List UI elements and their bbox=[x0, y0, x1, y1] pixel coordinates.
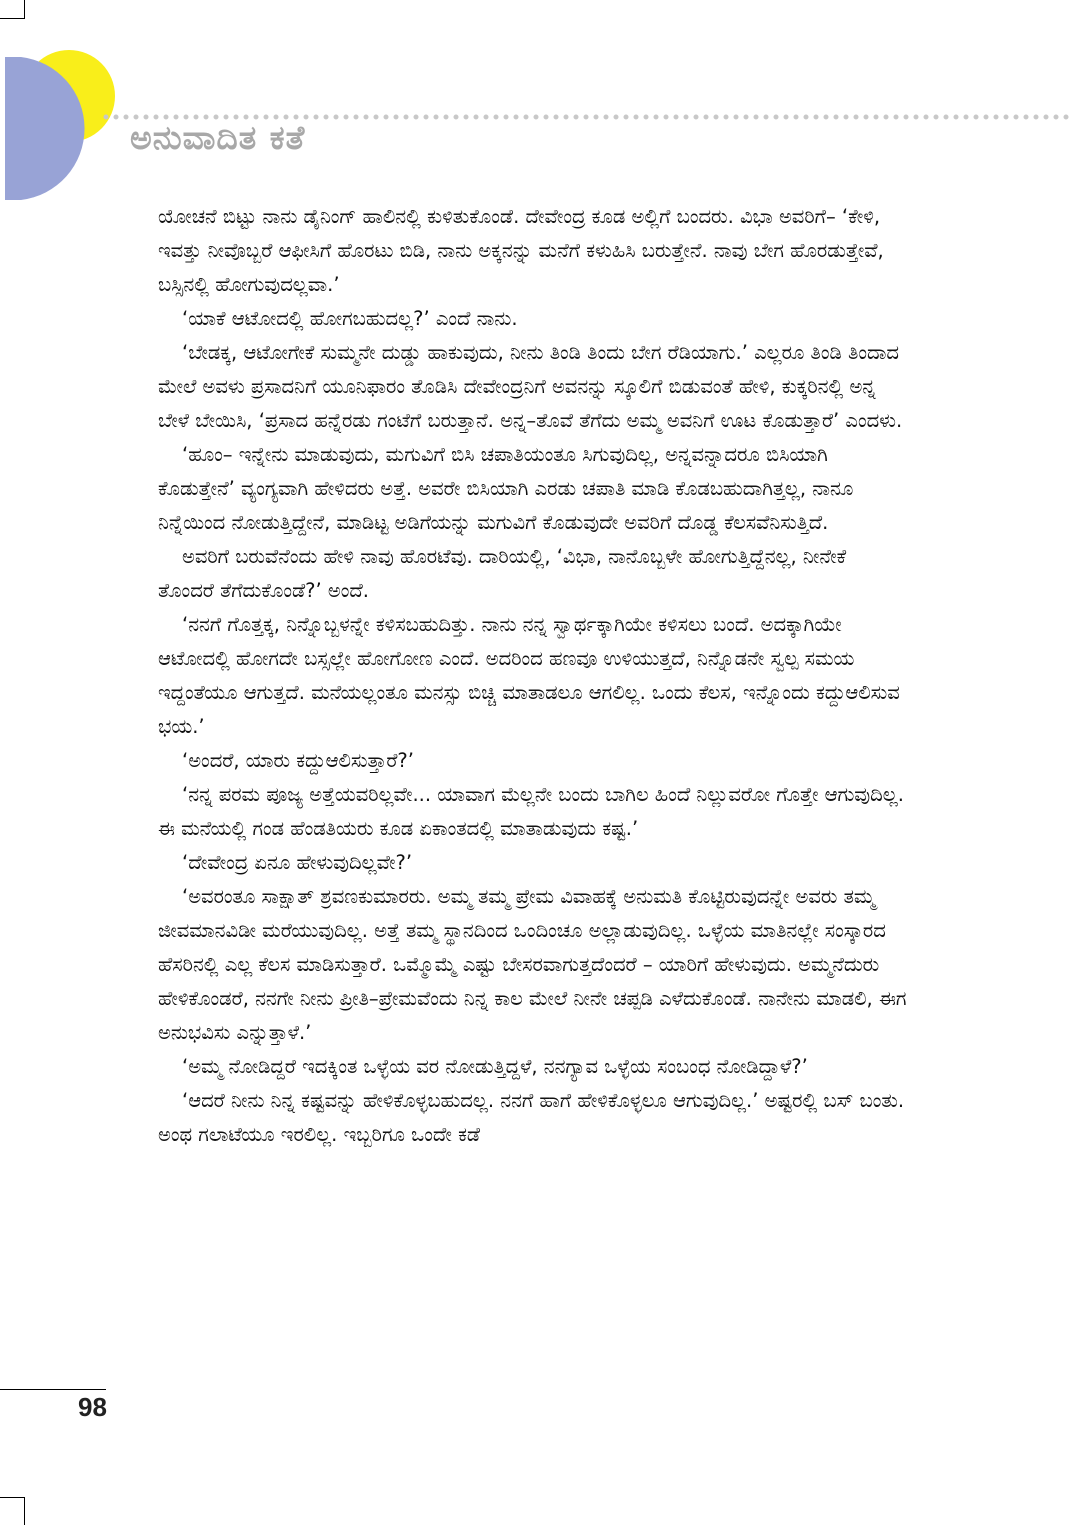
paragraph: ಅವರಿಗೆ ಬರುವೆನೆಂದು ಹೇಳಿ ನಾವು ಹೊರಟೆವು. ದಾರಿಯಲ್ಲಿ, ‘ವಿಭಾ, ನಾನೊಬ್ಬಳೇ ಹೋಗುತ್ತಿದ್ದೆನಲ್ಲ, ನೀನೇಕೆ ತೊಂದರೆ ತೆಗೆದುಕೊಂಡೆ?’ ಅಂದೆ. bbox=[158, 545, 847, 602]
section-title: ಅನುವಾದಿತ ಕತೆ bbox=[130, 118, 306, 157]
paragraph: ‘ಹೂಂ– ಇನ್ನೇನು ಮಾಡುವುದು, ಮಗುವಿಗೆ ಬಿಸಿ ಚಪಾತಿಯಂತೂ ಸಿಗುವುದಿಲ್ಲ, ಅನ್ನವನ್ನಾದರೂ ಬಿಸಿಯಾಗಿ ಕೊಡುತ್ತೇನೆ’ ವ್ಯಂಗ್ಯವಾಗಿ ಹೇಳಿದರು ಅತ್ತೆ. ಅವರೇ ಬಿಸಿಯಾಗಿ ಎರಡು ಚಪಾತಿ ಮಾಡಿ ಕೊಡಬಹುದಾಗಿತ್ತಲ್ಲ, ನಾನೂ ನಿನ್ನೆಯಿಂದ ನೋಡುತ್ತಿದ್ದೇನೆ, ಮಾಡಿಟ್ಟ ಅಡಿಗೆಯನ್ನು ಮಗುವಿಗೆ ಕೊಡುವುದೇ ಅವರಿಗೆ ದೊಡ್ಡ ಕೆಲಸವೆನಿಸುತ್ತಿದೆ. bbox=[158, 443, 854, 534]
paragraph: ‘ನನಗೆ ಗೊತ್ತಕ್ಕ, ನಿನ್ನೊಬ್ಬಳನ್ನೇ ಕಳಿಸಬಹುದಿತ್ತು. ನಾನು ನನ್ನ ಸ್ವಾರ್ಥಕ್ಕಾಗಿಯೇ ಕಳಿಸಲು ಬಂದೆ. ಅದಕ್ಕಾಗಿಯೇ ಆಟೋದಲ್ಲಿ ಹೋಗದೇ ಬಸ್ಸಲ್ಲೇ ಹೋಗೋಣ ಎಂದೆ. ಅದರಿಂದ ಹಣವೂ ಉಳಿಯುತ್ತದೆ, ನಿನ್ನೊಡನೇ ಸ್ವಲ್ಪ ಸಮಯ ಇದ್ದಂತೆಯೂ ಆಗುತ್ತದೆ. ಮನೆಯಲ್ಲಂತೂ ಮನಸ್ಸು ಬಿಚ್ಚಿ ಮಾತಾಡಲೂ ಆಗಲಿಲ್ಲ. ಒಂದು ಕೆಲಸ, ಇನ್ನೊಂದು ಕದ್ದುಆಲಿಸುವ ಭಯ.’ bbox=[158, 613, 900, 738]
paragraph: ‘ದೇವೇಂದ್ರ ಏನೂ ಹೇಳುವುದಿಲ್ಲವೇ?’ bbox=[182, 851, 413, 874]
page-number: 98 bbox=[78, 1392, 107, 1422]
page-number-rule bbox=[0, 1389, 106, 1390]
paragraph: ‘ಬೇಡಕ್ಕ, ಆಟೋಗೇಕೆ ಸುಮ್ಮನೇ ದುಡ್ಡು ಹಾಕುವುದು, ನೀನು ತಿಂಡಿ ತಿಂದು ಬೇಗ ರೆಡಿಯಾಗು.’ ಎಲ್ಲರೂ ತಿಂಡಿ ತಿಂದಾದ ಮೇಲೆ ಅವಳು ಪ್ರಸಾದನಿಗೆ ಯೂನಿಫಾರಂ ತೊಡಿಸಿ ದೇವೇಂದ್ರನಿಗೆ ಅವನನ್ನು ಸ್ಕೂಲಿಗೆ ಬಿಡುವಂತೆ ಹೇಳಿ, ಕುಕ್ಕರಿನಲ್ಲಿ ಅನ್ನ ಬೇಳೆ ಬೇಯಿಸಿ, ‘ಪ್ರಸಾದ ಹನ್ನೆರಡು ಗಂಟೆಗೆ ಬರುತ್ತಾನೆ. ಅನ್ನ–ತೊವೆ ತೆಗೆದು ಅಮ್ಮ ಅವನಿಗೆ ಊಟ ಕೊಡುತ್ತಾರೆ’ ಎಂದಳು. bbox=[158, 341, 903, 432]
header-decoration bbox=[0, 0, 1072, 210]
paragraph: ‘ಆದರೆ ನೀನು ನಿನ್ನ ಕಷ್ಟವನ್ನು ಹೇಳಿಕೊಳ್ಳಬಹುದಲ್ಲ. ನನಗೆ ಹಾಗೆ ಹೇಳಿಕೊಳ್ಳಲೂ ಆಗುವುದಿಲ್ಲ.’ ಅಷ್ಟರಲ್ಲಿ ಬಸ್ ಬಂತು. ಅಂಥ ಗಲಾಟೆಯೂ ಇರಲಿಲ್ಲ. ಇಬ್ಬರಿಗೂ ಒಂದೇ ಕಡೆ bbox=[158, 1089, 905, 1146]
story-body bbox=[158, 200, 908, 1152]
paragraph: ಯೋಚನೆ ಬಿಟ್ಟು ನಾನು ಡೈನಿಂಗ್ ಹಾಲಿನಲ್ಲಿ ಕುಳಿತುಕೊಂಡೆ. ದೇವೇಂದ್ರ ಕೂಡ ಅಲ್ಲಿಗೆ ಬಂದರು. ವಿಭಾ ಅವರಿಗೆ– ‘ಕೇಳಿ, ಇವತ್ತು ನೀವೊಬ್ಬರೆ ಆಫೀಸಿಗೆ ಹೊರಟು ಬಿಡಿ, ನಾನು ಅಕ್ಕನನ್ನು ಮನೆಗೆ ಕಳುಹಿಸಿ ಬರುತ್ತೇನೆ. ನಾವು ಬೇಗ ಹೊರಡುತ್ತೇವೆ, ಬಸ್ಸಿನಲ್ಲಿ ಹೋಗುವುದಲ್ಲವಾ.’ bbox=[158, 205, 884, 296]
paragraph: ‘ನನ್ನ ಪರಮ ಪೂಜ್ಯ ಅತ್ತೆಯವರಿಲ್ಲವೇ... ಯಾವಾಗ ಮೆಲ್ಲನೇ ಬಂದು ಬಾಗಿಲ ಹಿಂದೆ ನಿಲ್ಲುವರೋ ಗೊತ್ತೇ ಆಗುವುದಿಲ್ಲ. ಈ ಮನೆಯಲ್ಲಿ ಗಂಡ ಹೆಂಡತಿಯರು ಕೂಡ ಏಕಾಂತದಲ್ಲಿ ಮಾತಾಡುವುದು ಕಷ್ಟ.’ bbox=[158, 783, 904, 840]
paragraph: ‘ಅಮ್ಮ ನೋಡಿದ್ದರೆ ಇದಕ್ಕಿಂತ ಒಳ್ಳೆಯ ವರ ನೋಡುತ್ತಿದ್ದಳೆ, ನನಗ್ಯಾವ ಒಳ್ಳೆಯ ಸಂಬಂಧ ನೋಡಿದ್ದಾಳೆ?’ bbox=[182, 1055, 808, 1078]
paragraph: ‘ಅಂದರೆ, ಯಾರು ಕದ್ದುಆಲಿಸುತ್ತಾರೆ?’ bbox=[182, 749, 414, 772]
crop-mark-bottom-horizontal bbox=[0, 1497, 25, 1498]
paragraph: ‘ಅವರಂತೂ ಸಾಕ್ಷಾತ್ ಶ್ರವಣಕುಮಾರರು. ಅಮ್ಮ ತಮ್ಮ ಪ್ರೇಮ ವಿವಾಹಕ್ಕೆ ಅನುಮತಿ ಕೊಟ್ಟಿರುವುದನ್ನೇ ಅವರು ತಮ್ಮ ಜೀವಮಾನವಿಡೀ ಮರೆಯುವುದಿಲ್ಲ. ಅತ್ತೆ ತಮ್ಮ ಸ್ಥಾನದಿಂದ ಒಂದಿಂಚೂ ಅಲ್ಲಾಡುವುದಿಲ್ಲ. ಒಳ್ಳೆಯ ಮಾತಿನಲ್ಲೇ ಸಂಸ್ಕಾರದ ಹೆಸರಿನಲ್ಲಿ ಎಲ್ಲ ಕೆಲಸ ಮಾಡಿಸುತ್ತಾರೆ. ಒಮ್ಮೊಮ್ಮೆ ಎಷ್ಟು ಬೇಸರವಾಗುತ್ತದೆಂದರೆ – ಯಾರಿಗೆ ಹೇಳುವುದು. ಅಮ್ಮನೆದುರು ಹೇಳಿಕೊಂಡರೆ, ನನಗೇ ನೀನು ಪ್ರೀತಿ–ಪ್ರೇಮವೆಂದು ನಿನ್ನ ಕಾಲ ಮೇಲೆ ನೀನೇ ಚಪ್ಪಡಿ ಎಳೆದುಕೊಂಡೆ. ನಾನೇನು ಮಾಡಲಿ, ಈಗ ಅನುಭವಿಸು ಎನ್ನುತ್ತಾಳೆ.’ bbox=[158, 885, 907, 1044]
paragraph: ‘ಯಾಕೆ ಆಟೋದಲ್ಲಿ ಹೋಗಬಹುದಲ್ಲ?’ ಎಂದೆ ನಾನು. bbox=[182, 307, 518, 330]
crop-mark-bottom-vertical bbox=[24, 1497, 25, 1525]
